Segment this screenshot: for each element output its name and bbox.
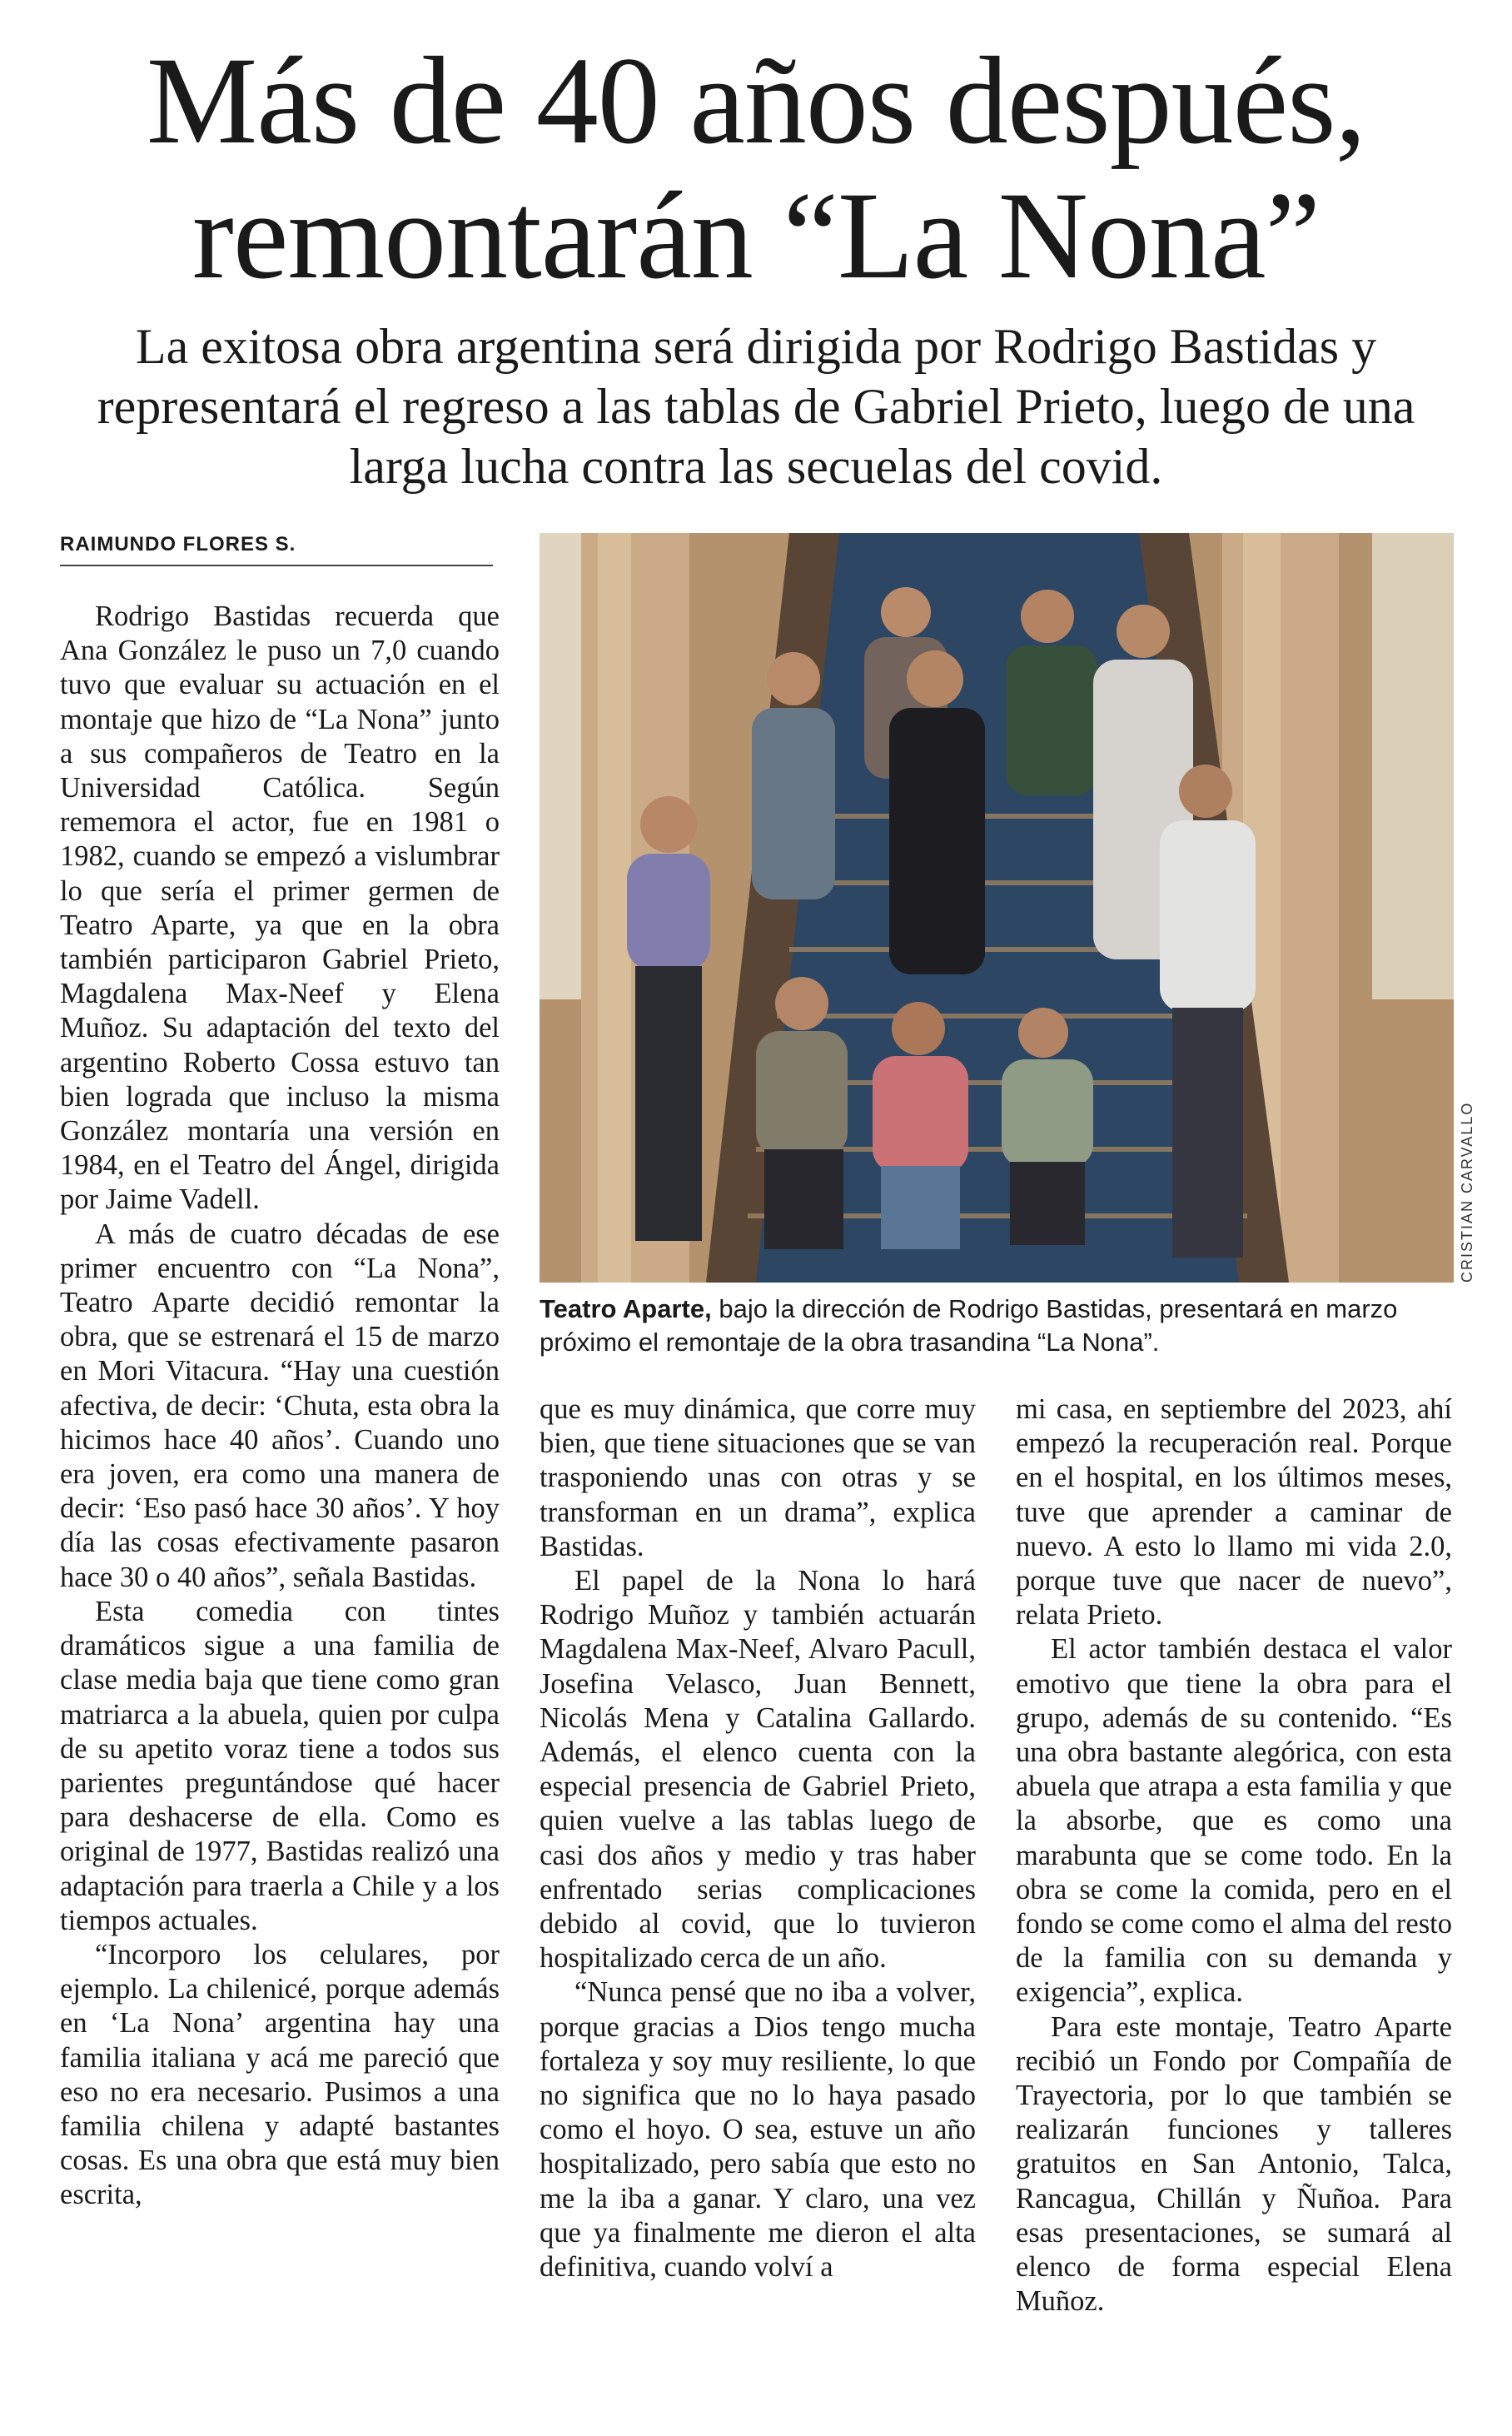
photo-credit: CRISTIAN CARVALLO — [1459, 1101, 1475, 1283]
paragraph: El actor también destaca el valor emotivo que tiene la obra para el grupo, además de su contenido. “Es una obra bastante alegórica, con esta abuela que atrapa a esta familia y que la absorbe, que es como una marabunta que se come todo. En la obra se come la comida, pero en el fondo se come como el alma del resto de la familia con su demanda y exigencia”, explica. — [1016, 1633, 1452, 2009]
byline: RAIMUNDO FLORES S. — [60, 533, 493, 566]
paragraph: “Incorporo los celulares, por ejemplo. La chilenicé, porque además en ‘La Nona’ argentina hay una familia italiana y acá me pareció que eso no era necesario. Pusimos a una familia chilena y adapté bastantes cosas. Es una obra que está muy bien escrita, — [60, 1938, 500, 2211]
paragraph: Para este montaje, Teatro Aparte recibió un Fondo por Compañía de Trayectoria, por lo que también se realizarán funciones y talleres gratuitos en San Antonio, Talca, Rancagua, Chillán y Ñuñoa. Para esas presentaciones, se sumará al elenco de forma especial Elena Muñoz. — [1016, 2010, 1452, 2318]
article-column-1 — [60, 600, 500, 2213]
headline-line2: remontarán “La Nona” — [191, 167, 1321, 305]
paragraph: mi casa, en septiembre del 2023, ahí empezó la recuperación real. Porque en el hospital, en los últimos meses, tuve que aprender a caminar de nuevo. A esto lo llamo mi vida 2.0, porque tuve que nacer de nuevo”, relata Prieto. — [1016, 1393, 1452, 1631]
paragraph: que es muy dinámica, que corre muy bien, que tiene situaciones que se van trasponiendo unas con otras y se transforman en un drama”, explica Bastidas. — [540, 1393, 976, 1562]
headline-line1: Más de 40 años después, — [146, 32, 1366, 170]
paragraph: “Nunca pensé que no iba a volver, porque gracias a Dios tengo mucha fortaleza y soy muy resiliente, lo que no significa que no lo haya pasado como el hoyo. O sea, estuve un año hospitalizado, pero sabía que esto no me la iba a ganar. Y claro, una vez que ya finalmente me dieron el alta definitiva, cuando volví a — [540, 1976, 976, 2284]
paragraph: A más de cuatro décadas de ese primer encuentro con “La Nona”, Teatro Aparte decidió remontar la obra, que se estrenará el 15 de marzo en Mori Vitacura. “Hay una cuestión afectiva, de decir: ‘Chuta, esta obra la hicimos hace 40 años’. Cuando uno era joven, era como una manera de decir: ‘Eso pasó hace 30 años’. Y hoy día las cosas efectivamente pasaron hace 30 o 40 años”, señala Bastidas. — [60, 1218, 500, 1593]
paragraph: El papel de la Nona lo hará Rodrigo Muñoz y también actuarán Magdalena Max-Neef, Alvaro Pacull, Josefina Velasco, Juan Bennett, Nicolás Mena y Catalina Gallardo. Además, el elenco cuenta con la especial presencia de Gabriel Prieto, quien vuelve a las tablas luego de casi dos años y medio y tras haber enfrentado serias complicaciones debido al covid, que lo tuvieron hospitalizado cerca de un año. — [540, 1565, 976, 1975]
caption-lead: Teatro Aparte, — [540, 1294, 712, 1323]
paragraph: Esta comedia con tintes dramáticos sigue a una familia de clase media baja que tiene como gran matriarca a la abuela, quien por culpa de su apetito voraz tiene a todos sus parientes preguntándose qué hacer para deshacerse de ella. Como es original de 1977, Bastidas realizó una adaptación para traerla a Chile y a los tiempos actuales. — [60, 1595, 500, 1936]
deck: La exitosa obra argentina será dirigida por Rodrigo Bastidas y representará el regreso a las tablas de Gabriel Prieto, luego de una larga lucha contra las secuelas del covid. — [97, 319, 1415, 494]
caption-text: bajo la dirección de Rodrigo Bastidas, presentará en marzo próximo el remontaje de la obra trasandina “La Nona”. — [540, 1294, 1398, 1357]
group-photo — [540, 533, 1454, 1283]
headline — [33, 33, 1479, 303]
article-column-2 — [540, 1392, 976, 2284]
paragraph: Rodrigo Bastidas recuerda que Ana González le puso un 7,0 cuando tuvo que evaluar su actuación en el montaje que hizo de “La Nona” junto a sus compañeros de Teatro en la Universidad Católica. Según rememora el actor, fue en 1981 o 1982, cuando se empezó a vislumbrar lo que sería el primer germen de Teatro Aparte, ya que en la obra también participaron Gabriel Prieto, Magdalena Max-Neef y Elena Muñoz. Su adaptación del texto del argentino Roberto Cossa estuvo tan bien lograda que incluso la misma González montaría una versión en 1984, en el Teatro del Ángel, dirigida por Jaime Vadell. — [60, 600, 500, 1216]
photo-caption — [540, 1293, 1455, 1359]
article-column-3 — [1016, 1392, 1452, 2319]
